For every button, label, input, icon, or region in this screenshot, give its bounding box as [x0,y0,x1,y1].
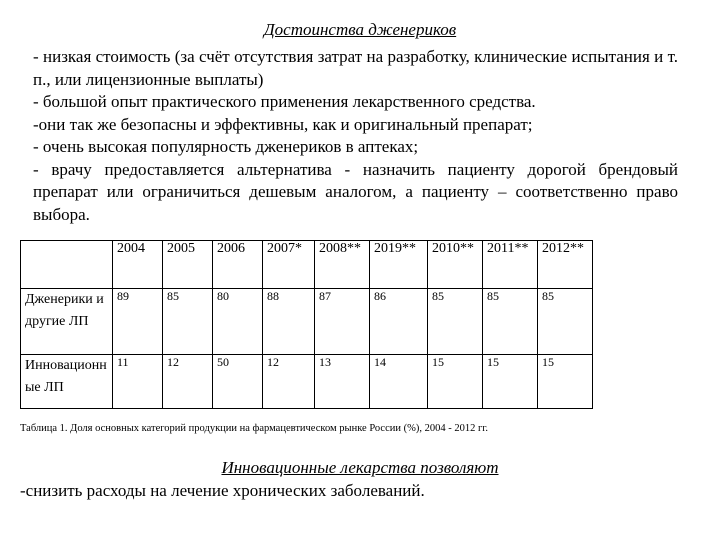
innovative-benefit: -снизить расходы на лечение хронических заболеваний. [20,481,425,500]
table-cell: 12 [163,355,213,409]
table-cell: 85 [538,289,593,355]
table-cell: 87 [315,289,370,355]
table-cell: 13 [315,355,370,409]
table-header-row [21,241,593,289]
market-share-table [20,240,593,409]
table-cell: 11 [113,355,163,409]
year-header: 2007* [263,241,315,289]
table-cell: 12 [263,355,315,409]
table-caption: Таблица 1. Доля основных категорий продукции на фармацевтическом рынке России (%), 2004 - 2012 гг. [20,423,489,434]
advantage-item: - большой опыт практического применения лекарственного средства. [33,92,536,111]
table-row [21,355,593,409]
year-header: 2008** [315,241,370,289]
table-cell: 15 [483,355,538,409]
table-corner-cell [21,241,113,289]
year-header: 2004 [113,241,163,289]
table-cell: 88 [263,289,315,355]
table-cell: 80 [213,289,263,355]
advantage-item: - низкая стоимость (за счёт отсутствия затрат на разработку, клинические испытания и т. п., или лицензионные выплаты) [33,47,678,89]
table-cell: 14 [370,355,428,409]
innovative-heading: Инновационные лекарства позволяют [221,458,499,477]
table-row [21,289,593,355]
row-label: Инновационн ые ЛП [21,355,113,409]
table-cell: 85 [163,289,213,355]
year-header: 2005 [163,241,213,289]
table-cell: 15 [428,355,483,409]
advantages-heading: Достоинства дженериков [263,20,457,39]
table-cell: 85 [428,289,483,355]
table-cell: 85 [483,289,538,355]
table-cell: 15 [538,355,593,409]
year-header: 2011** [483,241,538,289]
table-cell: 86 [370,289,428,355]
advantage-item: - очень высокая популярность дженериков в аптеках; [33,137,419,156]
advantage-item: -они так же безопасны и эффективны, как и оригинальный препарат; [33,114,533,134]
table-cell: 89 [113,289,163,355]
year-header: 2006 [213,241,263,289]
advantages-list [33,46,678,226]
advantage-item: - врачу предоставляется альтернатива - назначить пациенту дорогой брендовый препарат или ограничиться дешевым аналогом, а пациенту – соответственно право выбора. [33,159,678,224]
table-cell: 50 [213,355,263,409]
year-header: 2012** [538,241,593,289]
row-label: Дженерики и другие ЛП [21,289,113,355]
year-header: 2019** [370,241,428,289]
year-header: 2010** [428,241,483,289]
